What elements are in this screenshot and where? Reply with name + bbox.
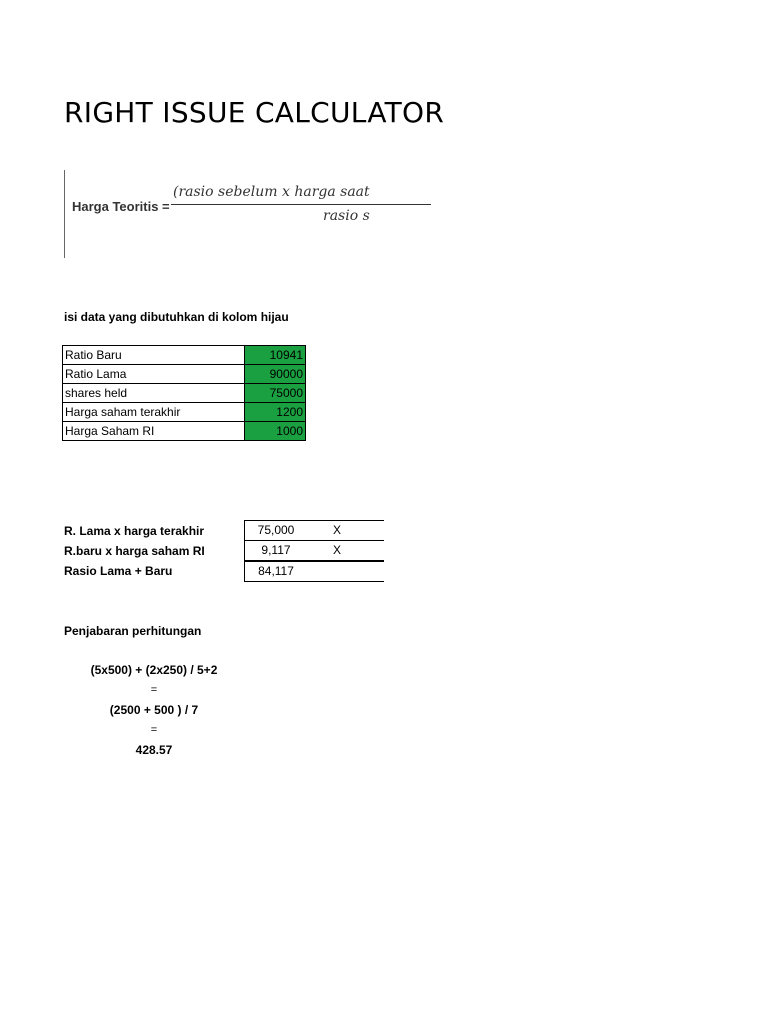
input-cell-harga-terakhir[interactable]: 1200 [245, 403, 306, 422]
calc-row [244, 541, 384, 562]
breakdown-equals: = [150, 724, 158, 736]
calc-value: 9,117 [261, 543, 291, 557]
input-label: Ratio Lama [63, 365, 245, 384]
input-cell-shares-held[interactable]: 75000 [245, 384, 306, 403]
table-row [63, 422, 306, 441]
calc-label: R. Lama x harga terakhir [64, 524, 205, 538]
formula-denominator: rasio s [323, 208, 370, 224]
calc-value: 84,117 [258, 564, 294, 578]
table-row [63, 365, 306, 384]
input-label: shares held [63, 384, 245, 403]
calc-label: R.baru x harga saham RI [64, 544, 205, 558]
input-label: Ratio Baru [63, 346, 245, 365]
calc-row [244, 562, 384, 582]
calc-operator: X [333, 543, 342, 557]
breakdown-result: 428.57 [135, 743, 173, 757]
instruction-text: isi data yang dibutuhkan di kolom hijau [64, 310, 289, 324]
breakdown-title: Penjabaran perhitungan [64, 624, 202, 638]
input-label: Harga Saham RI [63, 422, 245, 441]
calc-row [244, 520, 384, 541]
table-row [63, 384, 306, 403]
table-row [63, 346, 306, 365]
calc-grid [244, 520, 384, 582]
calc-labels [64, 522, 205, 582]
input-cell-ratio-lama[interactable]: 90000 [245, 365, 306, 384]
formula-image [64, 170, 385, 258]
formula-label: Harga Teoritis = [72, 199, 170, 214]
fraction-bar [171, 204, 431, 205]
formula-numerator: (rasio sebelum x harga saat [173, 184, 370, 200]
calc-value: 75,000 [257, 523, 295, 537]
input-label: Harga saham terakhir [63, 403, 245, 422]
page-title: RIGHT ISSUE CALCULATOR [64, 96, 445, 129]
breakdown-equals: = [150, 684, 158, 696]
table-row [63, 403, 306, 422]
breakdown-steps [74, 660, 234, 760]
input-cell-ratio-baru[interactable]: 10941 [245, 346, 306, 365]
breakdown-line: (2500 + 500 ) / 7 [109, 703, 199, 717]
input-cell-harga-ri[interactable]: 1000 [245, 422, 306, 441]
calc-label: Rasio Lama + Baru [64, 564, 173, 578]
calc-operator: X [333, 523, 342, 537]
breakdown-line: (5x500) + (2x250) / 5+2 [90, 663, 218, 677]
input-table [62, 345, 306, 441]
